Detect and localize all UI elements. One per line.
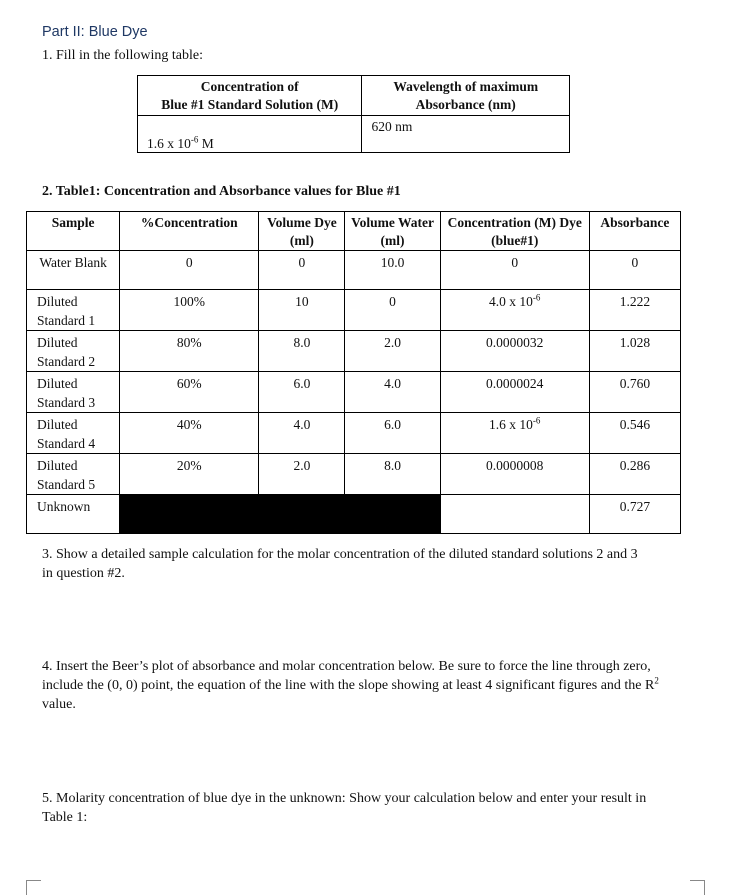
sample-cell: Water Blank xyxy=(27,251,120,290)
col-header-volume-water: Volume Water (ml) xyxy=(345,212,440,251)
volume-water-cell[interactable]: 2.0 xyxy=(345,331,440,372)
concentration-cell[interactable]: 0 xyxy=(440,251,589,290)
header-wavelength xyxy=(362,76,570,116)
volume-dye-cell[interactable]: 10 xyxy=(259,290,345,331)
percent-cell[interactable]: 20% xyxy=(120,454,259,495)
col-header-sample: Sample xyxy=(27,212,120,251)
page-corner-mark xyxy=(690,880,705,895)
sample-cell: Diluted Standard 2 xyxy=(27,331,120,372)
question-5: 5. Molarity concentration of blue dye in the unknown: Show your calculation below and enter your result in Table 1: xyxy=(42,791,647,825)
percent-cell[interactable]: 100% xyxy=(120,290,259,331)
header-concentration-line2: Blue #1 Standard Solution (M) xyxy=(161,97,339,112)
redacted-cell xyxy=(120,495,440,534)
absorbance-cell[interactable]: 0.727 xyxy=(589,495,680,534)
wavelength-value: 620 nm xyxy=(371,119,413,134)
concentration-cell[interactable]: 0.0000024 xyxy=(440,372,589,413)
table-row xyxy=(27,372,681,413)
question-4-text: 4. Insert the Beer’s plot of absorbance and molar concentration below. Be sure to force the line through zero, include the (0, 0) point, the equation of the line with the slope showing at least 4 significant figures and the R xyxy=(42,659,655,693)
standard-concentration-unit: M xyxy=(198,136,214,151)
standard-concentration-value: 1.6 x 10 xyxy=(147,136,191,151)
volume-water-cell[interactable]: 4.0 xyxy=(345,372,440,413)
concentration-cell[interactable] xyxy=(440,413,589,454)
percent-cell[interactable]: 80% xyxy=(120,331,259,372)
absorbance-cell[interactable]: 1.222 xyxy=(589,290,680,331)
concentration-cell[interactable]: 0.0000008 xyxy=(440,454,589,495)
header-concentration-line1: Concentration of xyxy=(200,79,299,94)
sample-cell: Diluted Standard 4 xyxy=(27,413,120,454)
col-header-percent: %Concentration xyxy=(120,212,259,251)
volume-dye-cell[interactable]: 8.0 xyxy=(259,331,345,372)
table-row xyxy=(27,290,681,331)
header-wavelength-line2: Absorbance (nm) xyxy=(415,97,516,112)
concentration-exponent: -6 xyxy=(532,415,541,426)
col-header-volume-dye: Volume Dye (ml) xyxy=(259,212,345,251)
col-header-absorbance: Absorbance xyxy=(589,212,680,251)
standard-concentration-exponent: -6 xyxy=(190,134,199,145)
question-2: 2. Table1: Concentration and Absorbance values for Blue #1 xyxy=(42,184,401,199)
absorbance-cell[interactable]: 0.546 xyxy=(589,413,680,454)
volume-water-cell[interactable]: 8.0 xyxy=(345,454,440,495)
percent-cell[interactable]: 40% xyxy=(120,413,259,454)
question-1: 1. Fill in the following table: xyxy=(42,48,203,63)
page-corner-mark xyxy=(26,880,41,895)
question-3: 3. Show a detailed sample calculation for the molar concentration of the diluted standard solutions 2 and 3 in question #2. xyxy=(42,547,638,581)
table-row xyxy=(27,331,681,372)
question-4 xyxy=(42,657,682,714)
concentration-cell[interactable] xyxy=(440,290,589,331)
sample-cell: Diluted Standard 1 xyxy=(27,290,120,331)
sample-cell: Diluted Standard 3 xyxy=(27,372,120,413)
wavelength-cell[interactable] xyxy=(362,116,570,153)
table-row xyxy=(27,413,681,454)
absorbance-cell[interactable]: 0.760 xyxy=(589,372,680,413)
question-4-superscript: 2 xyxy=(654,675,659,686)
volume-dye-cell[interactable]: 2.0 xyxy=(259,454,345,495)
volume-water-cell[interactable]: 6.0 xyxy=(345,413,440,454)
table-row xyxy=(27,454,681,495)
volume-dye-cell[interactable]: 0 xyxy=(259,251,345,290)
concentration-value: 4.0 x 10 xyxy=(489,294,533,309)
absorbance-cell[interactable]: 1.028 xyxy=(589,331,680,372)
absorbance-table xyxy=(26,211,681,534)
volume-water-cell[interactable]: 10.0 xyxy=(345,251,440,290)
table-row xyxy=(27,251,681,290)
standard-concentration-cell[interactable] xyxy=(138,116,362,153)
concentration-value: 1.6 x 10 xyxy=(489,417,533,432)
absorbance-cell[interactable]: 0 xyxy=(589,251,680,290)
header-concentration xyxy=(138,76,362,116)
concentration-cell[interactable]: 0.0000032 xyxy=(440,331,589,372)
section-heading: Part II: Blue Dye xyxy=(42,24,148,40)
col-header-concentration: Concentration (M) Dye (blue#1) xyxy=(440,212,589,251)
concentration-cell[interactable] xyxy=(440,495,589,534)
header-wavelength-line1: Wavelength of maximum xyxy=(393,79,539,94)
volume-water-cell[interactable]: 0 xyxy=(345,290,440,331)
sample-cell: Unknown xyxy=(27,495,120,534)
wavelength-table xyxy=(137,75,570,153)
question-4-text-end: value. xyxy=(42,697,76,712)
absorbance-cell[interactable]: 0.286 xyxy=(589,454,680,495)
volume-dye-cell[interactable]: 6.0 xyxy=(259,372,345,413)
sample-cell: Diluted Standard 5 xyxy=(27,454,120,495)
concentration-exponent: -6 xyxy=(532,292,541,303)
table-row xyxy=(27,495,681,534)
volume-dye-cell[interactable]: 4.0 xyxy=(259,413,345,454)
percent-cell[interactable]: 0 xyxy=(120,251,259,290)
percent-cell[interactable]: 60% xyxy=(120,372,259,413)
